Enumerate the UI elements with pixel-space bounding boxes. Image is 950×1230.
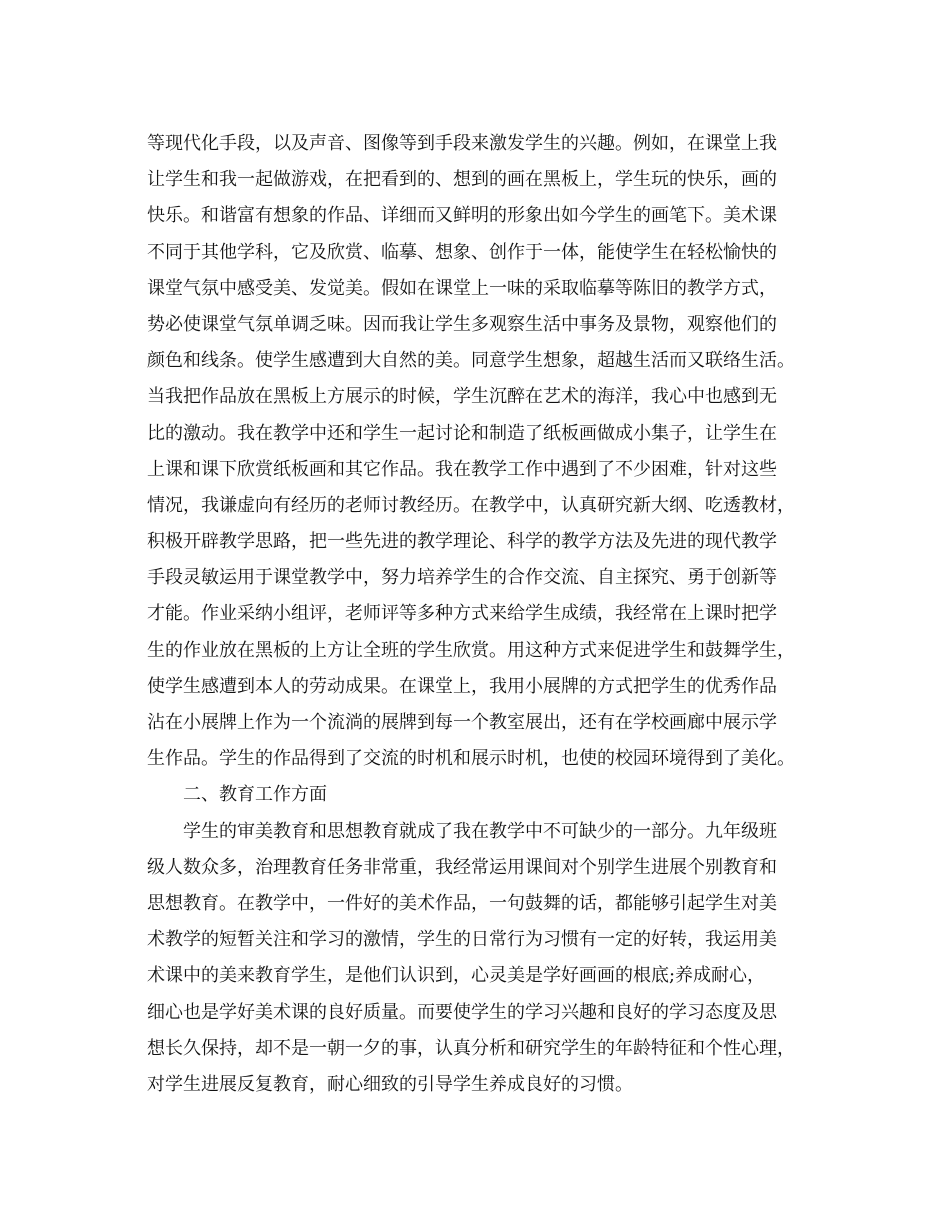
text-line: 上课和课下欣赏纸板画和其它作品。我在教学工作中遇到了不少困难，针对这些 [147, 458, 777, 480]
text-line: 术课中的美来教育学生，是他们认识到，心灵美是学好画画的根底;养成耐心， [147, 965, 766, 987]
text-line: 对学生进展反复教育，耐心细致的引导学生养成良好的习惯。 [147, 1073, 633, 1095]
paragraph-2 [147, 814, 817, 1104]
text-line: 沾在小展牌上作为一个流淌的展牌到每一个教室展出，还有在学校画廊中展示学 [147, 712, 777, 733]
text-line: 想长久保持，却不是一朝一夕的事，认真分析和研究学生的年龄特征和个性心理， [147, 1037, 795, 1059]
text-line: 手段灵敏运用于课堂教学中，努力培养学生的合作交流、自主探究、勇于创新等 [147, 567, 777, 589]
text-line: 快乐。和谐富有想象的作品、详细而又鲜明的形象出如今学生的画笔下。美术课 [147, 205, 777, 227]
text-line: 课堂气氛中感受美、发觉美。假如在课堂上一味的采取临摹等陈旧的教学方式， [147, 277, 777, 299]
text-line: 不同于其他学科，它及欣赏、临摹、想象、创作于一体，能使学生在轻松愉快的 [147, 241, 777, 263]
body-text [147, 126, 817, 1103]
text-line: 才能。作业采纳小组评，老师评等多种方式来给学生成绩，我经常在上课时把学 [147, 603, 777, 625]
text-line: 思想教育。在教学中，一件好的美术作品，一句鼓舞的话，都能够引起学生对美 [147, 892, 777, 914]
section-heading: 二、教育工作方面 [183, 784, 327, 806]
text-line: 细心也是学好美术课的良好质量。而要使学生的学习兴趣和良好的学习态度及思 [147, 1001, 777, 1023]
text-line: 让学生和我一起做游戏，在把看到的、想到的画在黑板上，学生玩的快乐，画的 [147, 169, 777, 191]
text-line: 情况，我谦虚向有经历的老师讨教经历。在教学中，认真研究新大纲、吃透教材， [147, 494, 795, 516]
text-line: 积极开辟教学思路，把一些先进的教学理论、科学的教学方法及先进的现代教学 [147, 531, 777, 553]
text-line: 颜色和线条。使学生感遭到大自然的美。同意学生想象，超越生活而又联络生活。 [147, 350, 795, 372]
paragraph-1 [147, 126, 817, 777]
text-line: 势必使课堂气氛单调乏味。因而我让学生多观察生活中事务及景物，观察他们的 [147, 313, 777, 335]
text-line: 生的作业放在黑板的上方让全班的学生欣赏。用这种方式来促进学生和鼓舞学生， [147, 639, 795, 661]
text-line: 等现代化手段，以及声音、图像等到手段来激发学生的兴趣。例如，在课堂上我 [147, 133, 777, 154]
text-line: 比的激动。我在教学中还和学生一起讨论和制造了纸板画做成小集子，让学生在 [147, 422, 777, 444]
text-line: 术教学的短暂关注和学习的激情，学生的日常行为习惯有一定的好转，我运用美 [147, 929, 777, 951]
text-line: 使学生感遭到本人的劳动成果。在课堂上，我用小展牌的方式把学生的优秀作品 [147, 675, 777, 697]
text-line: 学生的审美教育和思想教育就成了我在教学中不可缺少的一部分。九年级班 [183, 820, 777, 842]
text-line: 当我把作品放在黑板上方展示的时候，学生沉醉在艺术的海洋，我心中也感到无 [147, 386, 777, 408]
text-line: 级人数众多，治理教育任务非常重，我经常运用课间对个别学生进展个别教育和 [147, 856, 777, 878]
text-line: 生作品。学生的作品得到了交流的时机和展示时机，也使的校园环境得到了美化。 [147, 748, 795, 770]
